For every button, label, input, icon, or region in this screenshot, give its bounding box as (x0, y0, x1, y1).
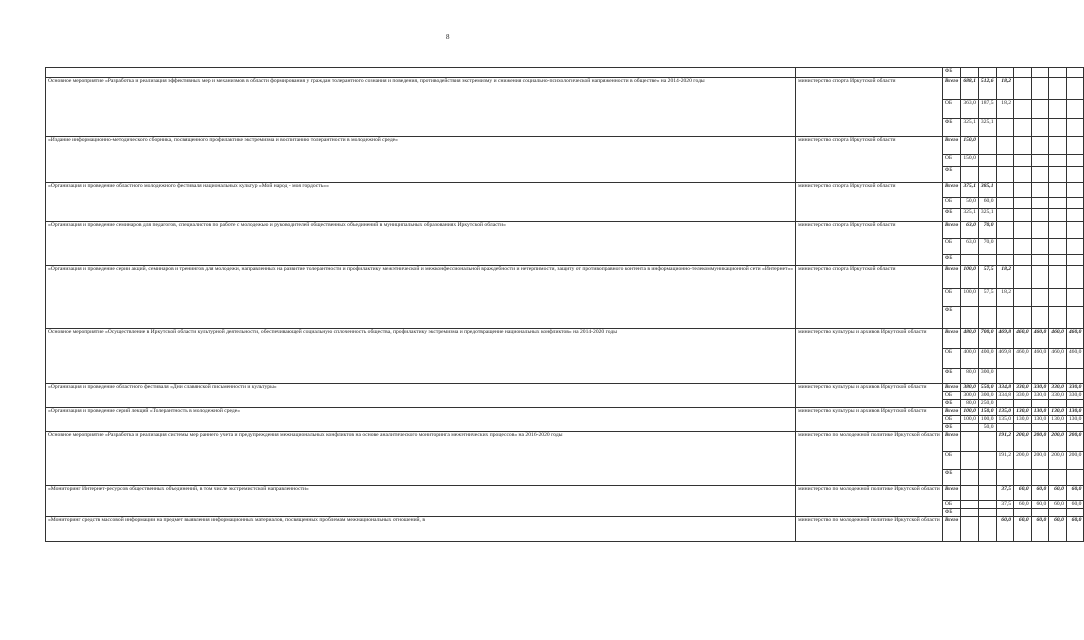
amount-cell (1014, 369, 1032, 384)
amount-cell: 130,0 (1049, 416, 1067, 424)
amount-cell: 330,0 (1066, 392, 1084, 400)
amount-cell (1049, 209, 1067, 222)
amount-cell: 330,0 (1049, 384, 1067, 392)
funding-source-cell: ФБ (942, 400, 961, 408)
responsible-cell: министерство спорта Иркутской области (796, 222, 943, 266)
amount-cell (1031, 470, 1049, 486)
funding-source-cell: Всего (942, 384, 961, 392)
amount-cell (996, 307, 1014, 329)
amount-cell (1031, 424, 1049, 432)
amount-cell: 375,1 (961, 183, 979, 198)
amount-cell (978, 255, 996, 266)
amount-cell: 200,0 (1066, 452, 1084, 470)
table-row (46, 222, 1084, 239)
amount-cell: 200,0 (1049, 452, 1067, 470)
amount-cell: 512,6 (978, 78, 996, 100)
table-row (46, 137, 1084, 155)
amount-cell: 250,0 (978, 400, 996, 408)
amount-cell: 60,0 (1049, 501, 1067, 509)
amount-cell (1066, 400, 1084, 408)
amount-cell (1031, 78, 1049, 100)
amount-cell: 200,0 (1031, 452, 1049, 470)
amount-cell (1049, 222, 1067, 239)
amount-cell (1014, 137, 1032, 155)
amount-cell (1066, 369, 1084, 384)
activity-name-cell: Основное мероприятие «Разработка и реализация эффективных мер и механизмов в области формирования у граждан толерантного сознания и поведения, противодействия экстремизму и снижения социально-психологической напряженности в обществе» на 2014-2020 годы (46, 78, 796, 137)
amount-cell (1014, 255, 1032, 266)
amount-cell (1049, 198, 1067, 209)
amount-cell: 63,0 (961, 239, 979, 255)
amount-cell: 18,2 (996, 78, 1014, 100)
responsible-cell: министерство культуры и архивов Иркутской области (796, 408, 943, 432)
amount-cell (978, 307, 996, 329)
amount-cell: 325,1 (978, 119, 996, 137)
responsible-cell: министерство спорта Иркутской области (796, 183, 943, 222)
amount-cell (1049, 100, 1067, 119)
amount-cell (1031, 369, 1049, 384)
amount-cell (1031, 198, 1049, 209)
activity-name-cell: «Мониторинг Интернет-ресурсов общественных объединений, в том числе экстремистской направленности» (46, 486, 796, 517)
amount-cell (1049, 470, 1067, 486)
amount-cell: 385,1 (978, 183, 996, 198)
amount-cell (1031, 509, 1049, 517)
amount-cell (1049, 119, 1067, 137)
amount-cell: 334,8 (996, 384, 1014, 392)
funding-source-cell: ОБ (942, 100, 961, 119)
table-row (46, 266, 1084, 289)
amount-cell (1066, 266, 1084, 289)
amount-cell: 80,0 (961, 369, 979, 384)
funding-source-cell: ФБ (942, 509, 961, 517)
amount-cell: 57,5 (978, 266, 996, 289)
activity-name-cell: Основное мероприятие «Осуществление в Иркутской области культурной деятельности, обеспечивающей социальную сплоченность общества, профилактику экстремизма и предотвращение национальных конфликтов» на 2014-2020 годы (46, 329, 796, 384)
table-row (46, 384, 1084, 392)
amount-cell (1031, 155, 1049, 167)
amount-cell: 37,5 (996, 486, 1014, 501)
amount-cell (1014, 239, 1032, 255)
amount-cell (961, 470, 979, 486)
amount-cell: 150,0 (961, 155, 979, 167)
amount-cell: 57,5 (978, 289, 996, 307)
amount-cell (961, 501, 979, 509)
amount-cell (978, 68, 996, 78)
amount-cell: 18,2 (996, 266, 1014, 289)
funding-source-cell: Всего (942, 486, 961, 501)
amount-cell (1066, 289, 1084, 307)
funding-source-cell: Всего (942, 78, 961, 100)
amount-cell (1031, 307, 1049, 329)
amount-cell (1031, 266, 1049, 289)
responsible-cell: министерство культуры и архивов Иркутской области (796, 384, 943, 408)
amount-cell: 460,0 (1066, 329, 1084, 349)
table-row (46, 68, 1084, 78)
amount-cell: 60,0 (1049, 517, 1067, 542)
funding-source-cell: ФБ (942, 167, 961, 183)
amount-cell (978, 486, 996, 501)
amount-cell: 200,0 (1014, 452, 1032, 470)
amount-cell (978, 501, 996, 509)
amount-cell: 191,2 (996, 452, 1014, 470)
amount-cell: 60,0 (1049, 486, 1067, 501)
amount-cell: 150,0 (978, 408, 996, 416)
amount-cell (1049, 307, 1067, 329)
amount-cell (1014, 509, 1032, 517)
amount-cell: 50,0 (961, 198, 979, 209)
amount-cell: 60,0 (1066, 501, 1084, 509)
amount-cell (1049, 289, 1067, 307)
amount-cell (1031, 239, 1049, 255)
table-row (46, 329, 1084, 349)
amount-cell: 330,0 (1066, 384, 1084, 392)
activity-name-cell: «Издание информационно-методического сборника, посвященного профилактике экстремизма и воспитанию толерантности в молодежной среде» (46, 137, 796, 183)
amount-cell (1014, 183, 1032, 198)
amount-cell: 100,0 (961, 416, 979, 424)
amount-cell: 70,0 (978, 239, 996, 255)
amount-cell: 18,2 (996, 100, 1014, 119)
activity-name-cell (46, 68, 796, 78)
amount-cell: 130,0 (1031, 416, 1049, 424)
amount-cell (996, 167, 1014, 183)
amount-cell (1049, 509, 1067, 517)
amount-cell: 460,0 (1049, 329, 1067, 349)
funding-source-cell: ОБ (942, 452, 961, 470)
amount-cell (1049, 255, 1067, 266)
amount-cell (1066, 198, 1084, 209)
amount-cell (1031, 183, 1049, 198)
table-row (46, 183, 1084, 198)
amount-cell: 187,5 (978, 100, 996, 119)
amount-cell (978, 137, 996, 155)
funding-source-cell: ОБ (942, 349, 961, 369)
amount-cell (1031, 255, 1049, 266)
activity-name-cell: «Организация и проведение областного молодежного фестиваля национальных культур «Мой народ - моя гордость»» (46, 183, 796, 222)
amount-cell: 60,0 (996, 517, 1014, 542)
amount-cell: 300,0 (978, 392, 996, 400)
amount-cell (1031, 137, 1049, 155)
amount-cell (1049, 183, 1067, 198)
amount-cell: 325,1 (978, 209, 996, 222)
funding-source-cell: Всего (942, 329, 961, 349)
amount-cell (961, 486, 979, 501)
amount-cell: 60,0 (1014, 517, 1032, 542)
amount-cell (1014, 167, 1032, 183)
amount-cell (1014, 119, 1032, 137)
amount-cell (978, 452, 996, 470)
amount-cell: 200,0 (1031, 432, 1049, 452)
amount-cell (996, 209, 1014, 222)
activity-name-cell: «Организация и проведение областного фестиваля «Дни славянской письменности и культуры» (46, 384, 796, 408)
funding-source-cell: Всего (942, 222, 961, 239)
amount-cell (1066, 119, 1084, 137)
amount-cell (1066, 183, 1084, 198)
amount-cell: 130,0 (1031, 408, 1049, 416)
amount-cell: 60,0 (1014, 501, 1032, 509)
amount-cell: 480,0 (961, 329, 979, 349)
amount-cell: 200,0 (1066, 432, 1084, 452)
amount-cell (996, 183, 1014, 198)
amount-cell (1031, 209, 1049, 222)
funding-source-cell: ФБ (942, 119, 961, 137)
amount-cell (961, 68, 979, 78)
amount-cell (978, 155, 996, 167)
amount-cell: 200,0 (1049, 432, 1067, 452)
funding-source-cell: ФБ (942, 255, 961, 266)
amount-cell: 363,0 (961, 100, 979, 119)
amount-cell (961, 307, 979, 329)
amount-cell (961, 432, 979, 452)
amount-cell: 300,0 (961, 392, 979, 400)
amount-cell (1066, 78, 1084, 100)
funding-source-cell: ФБ (942, 369, 961, 384)
funding-source-cell: ОБ (942, 155, 961, 167)
activity-name-cell: «Мониторинг средств массовой информации на предмет выявления информационных материалов, посвященных проблемам межнациональных отношений, в (46, 517, 796, 542)
amount-cell (978, 517, 996, 542)
funding-source-cell: ФБ (942, 209, 961, 222)
amount-cell: 460,0 (1049, 349, 1067, 369)
responsible-cell: министерство спорта Иркутской области (796, 266, 943, 329)
amount-cell: 330,0 (1031, 392, 1049, 400)
amount-cell: 100,0 (961, 408, 979, 416)
amount-cell (1014, 470, 1032, 486)
amount-cell (1066, 470, 1084, 486)
activity-name-cell: «Организация и проведение серий лекций «Толерантность в молодежной среде» (46, 408, 796, 432)
amount-cell (1066, 424, 1084, 432)
amount-cell: 330,0 (1031, 384, 1049, 392)
funding-source-cell: Всего (942, 408, 961, 416)
amount-cell (961, 167, 979, 183)
amount-cell (1049, 68, 1067, 78)
amount-cell: 150,0 (961, 137, 979, 155)
amount-cell (1031, 222, 1049, 239)
amount-cell (1066, 209, 1084, 222)
amount-cell (1014, 155, 1032, 167)
amount-cell: 60,0 (1014, 486, 1032, 501)
responsible-cell (796, 68, 943, 78)
amount-cell: 130,0 (1014, 408, 1032, 416)
amount-cell: 60,0 (1031, 517, 1049, 542)
amount-cell (996, 470, 1014, 486)
amount-cell (1014, 198, 1032, 209)
amount-cell: 469,8 (996, 349, 1014, 369)
amount-cell (1031, 100, 1049, 119)
amount-cell (1049, 155, 1067, 167)
amount-cell (996, 198, 1014, 209)
amount-cell: 325,1 (961, 119, 979, 137)
amount-cell (1066, 155, 1084, 167)
amount-cell (1031, 119, 1049, 137)
amount-cell: 300,0 (978, 369, 996, 384)
responsible-cell: министерство спорта Иркутской области (796, 78, 943, 137)
amount-cell (1014, 424, 1032, 432)
amount-cell (1014, 307, 1032, 329)
amount-cell (996, 155, 1014, 167)
amount-cell: 460,0 (1031, 329, 1049, 349)
amount-cell: 60,0 (1031, 486, 1049, 501)
amount-cell: 135,0 (996, 408, 1014, 416)
amount-cell (996, 239, 1014, 255)
responsible-cell: министерство по молодежной политике Иркутской области (796, 517, 943, 542)
amount-cell: 460,0 (1066, 349, 1084, 369)
amount-cell (996, 119, 1014, 137)
amount-cell (1049, 369, 1067, 384)
table-row (46, 486, 1084, 501)
amount-cell (996, 509, 1014, 517)
amount-cell (978, 509, 996, 517)
amount-cell: 400,0 (978, 349, 996, 369)
amount-cell (1014, 78, 1032, 100)
funding-source-cell: Всего (942, 137, 961, 155)
funding-source-cell: Всего (942, 266, 961, 289)
amount-cell: 130,0 (1049, 408, 1067, 416)
amount-cell: 191,2 (996, 432, 1014, 452)
amount-cell (961, 452, 979, 470)
responsible-cell: министерство по молодежной политике Иркутской области (796, 486, 943, 517)
amount-cell (961, 255, 979, 266)
amount-cell: 380,0 (961, 384, 979, 392)
amount-cell: 80,0 (961, 400, 979, 408)
amount-cell (1049, 239, 1067, 255)
table-row (46, 517, 1084, 542)
amount-cell (996, 222, 1014, 239)
amount-cell: 135,0 (996, 416, 1014, 424)
amount-cell (1049, 424, 1067, 432)
amount-cell (1014, 266, 1032, 289)
amount-cell (1066, 100, 1084, 119)
amount-cell (996, 137, 1014, 155)
amount-cell (1014, 289, 1032, 307)
amount-cell: 100,0 (961, 266, 979, 289)
amount-cell: 130,0 (1066, 408, 1084, 416)
amount-cell: 325,1 (961, 209, 979, 222)
amount-cell: 50,0 (978, 424, 996, 432)
funding-source-cell: ФБ (942, 68, 961, 78)
funding-source-cell: ОБ (942, 289, 961, 307)
amount-cell: 60,0 (1066, 517, 1084, 542)
amount-cell: 330,0 (1014, 384, 1032, 392)
amount-cell (1066, 167, 1084, 183)
amount-cell: 130,0 (1014, 416, 1032, 424)
amount-cell (1066, 137, 1084, 155)
amount-cell (1066, 307, 1084, 329)
amount-cell (1049, 266, 1067, 289)
amount-cell: 460,0 (1031, 349, 1049, 369)
funding-source-cell: ОБ (942, 392, 961, 400)
amount-cell: 63,0 (961, 222, 979, 239)
amount-cell (961, 517, 979, 542)
amount-cell (996, 255, 1014, 266)
funding-source-cell: ОБ (942, 416, 961, 424)
amount-cell: 200,0 (1014, 432, 1032, 452)
amount-cell (961, 424, 979, 432)
amount-cell: 330,0 (1049, 392, 1067, 400)
page-number: 8 (446, 33, 450, 41)
amount-cell (1049, 400, 1067, 408)
table-row (46, 432, 1084, 452)
funding-source-cell: ОБ (942, 198, 961, 209)
amount-cell (1014, 68, 1032, 78)
amount-cell (996, 424, 1014, 432)
amount-cell (996, 400, 1014, 408)
amount-cell: 130,0 (1066, 416, 1084, 424)
amount-cell (1049, 137, 1067, 155)
amount-cell (961, 509, 979, 517)
responsible-cell: министерство культуры и архивов Иркутской области (796, 329, 943, 384)
amount-cell (1031, 68, 1049, 78)
funding-source-cell: ОБ (942, 239, 961, 255)
amount-cell (996, 369, 1014, 384)
amount-cell (1014, 400, 1032, 408)
amount-cell: 688,1 (961, 78, 979, 100)
funding-source-cell: Всего (942, 517, 961, 542)
table-row (46, 78, 1084, 100)
amount-cell (1066, 509, 1084, 517)
amount-cell: 100,0 (961, 289, 979, 307)
amount-cell: 400,0 (961, 349, 979, 369)
activity-name-cell: «Организация и проведение серии акций, семинаров и тренингов для молодежи, направленных на развитие толерантности и профилактику межэтнической и межконфессиональной враждебности и нетерпимости, защиту от противоправного контента в информационно-телекоммуникационной сети «Интернет»» (46, 266, 796, 329)
funding-source-cell: Всего (942, 183, 961, 198)
amount-cell: 70,0 (978, 222, 996, 239)
amount-cell (1049, 78, 1067, 100)
amount-cell (1066, 68, 1084, 78)
amount-cell: 460,0 (1014, 349, 1032, 369)
amount-cell: 700,0 (978, 329, 996, 349)
amount-cell: 469,8 (996, 329, 1014, 349)
responsible-cell: министерство спорта Иркутской области (796, 137, 943, 183)
amount-cell: 100,0 (978, 416, 996, 424)
funding-source-cell: Всего (942, 432, 961, 452)
budget-table (45, 67, 1084, 542)
amount-cell: 460,0 (1014, 329, 1032, 349)
amount-cell (1014, 209, 1032, 222)
amount-cell (1066, 222, 1084, 239)
amount-cell: 60,0 (978, 198, 996, 209)
amount-cell (978, 470, 996, 486)
amount-cell: 60,0 (1031, 501, 1049, 509)
amount-cell (978, 432, 996, 452)
table-row (46, 408, 1084, 416)
amount-cell (1014, 222, 1032, 239)
funding-source-cell: ОБ (942, 501, 961, 509)
funding-source-cell: ФБ (942, 470, 961, 486)
amount-cell (1014, 100, 1032, 119)
amount-cell (1031, 167, 1049, 183)
funding-source-cell: ФБ (942, 424, 961, 432)
amount-cell: 60,0 (1066, 486, 1084, 501)
amount-cell: 18,2 (996, 289, 1014, 307)
activity-name-cell: Основное мероприятие «Разработка и реализация системы мер раннего учета и предупреждения межнациональных конфликтов на основе аналитического мониторинга межэтнических процессов» на 2016-2020 годы (46, 432, 796, 486)
amount-cell (978, 167, 996, 183)
amount-cell (1066, 239, 1084, 255)
funding-source-cell: ФБ (942, 307, 961, 329)
activity-name-cell: «Организация и проведение семинаров для педагогов, специалистов по работе с молодежью и руководителей общественных объединений в муниципальных образованиях Иркутской области» (46, 222, 796, 266)
amount-cell (1031, 400, 1049, 408)
amount-cell: 334,8 (996, 392, 1014, 400)
amount-cell (1031, 289, 1049, 307)
amount-cell: 37,5 (996, 501, 1014, 509)
amount-cell: 550,0 (978, 384, 996, 392)
amount-cell (1049, 167, 1067, 183)
responsible-cell: министерство по молодежной политике Иркутской области (796, 432, 943, 486)
amount-cell: 330,0 (1014, 392, 1032, 400)
amount-cell (996, 68, 1014, 78)
amount-cell (1066, 255, 1084, 266)
